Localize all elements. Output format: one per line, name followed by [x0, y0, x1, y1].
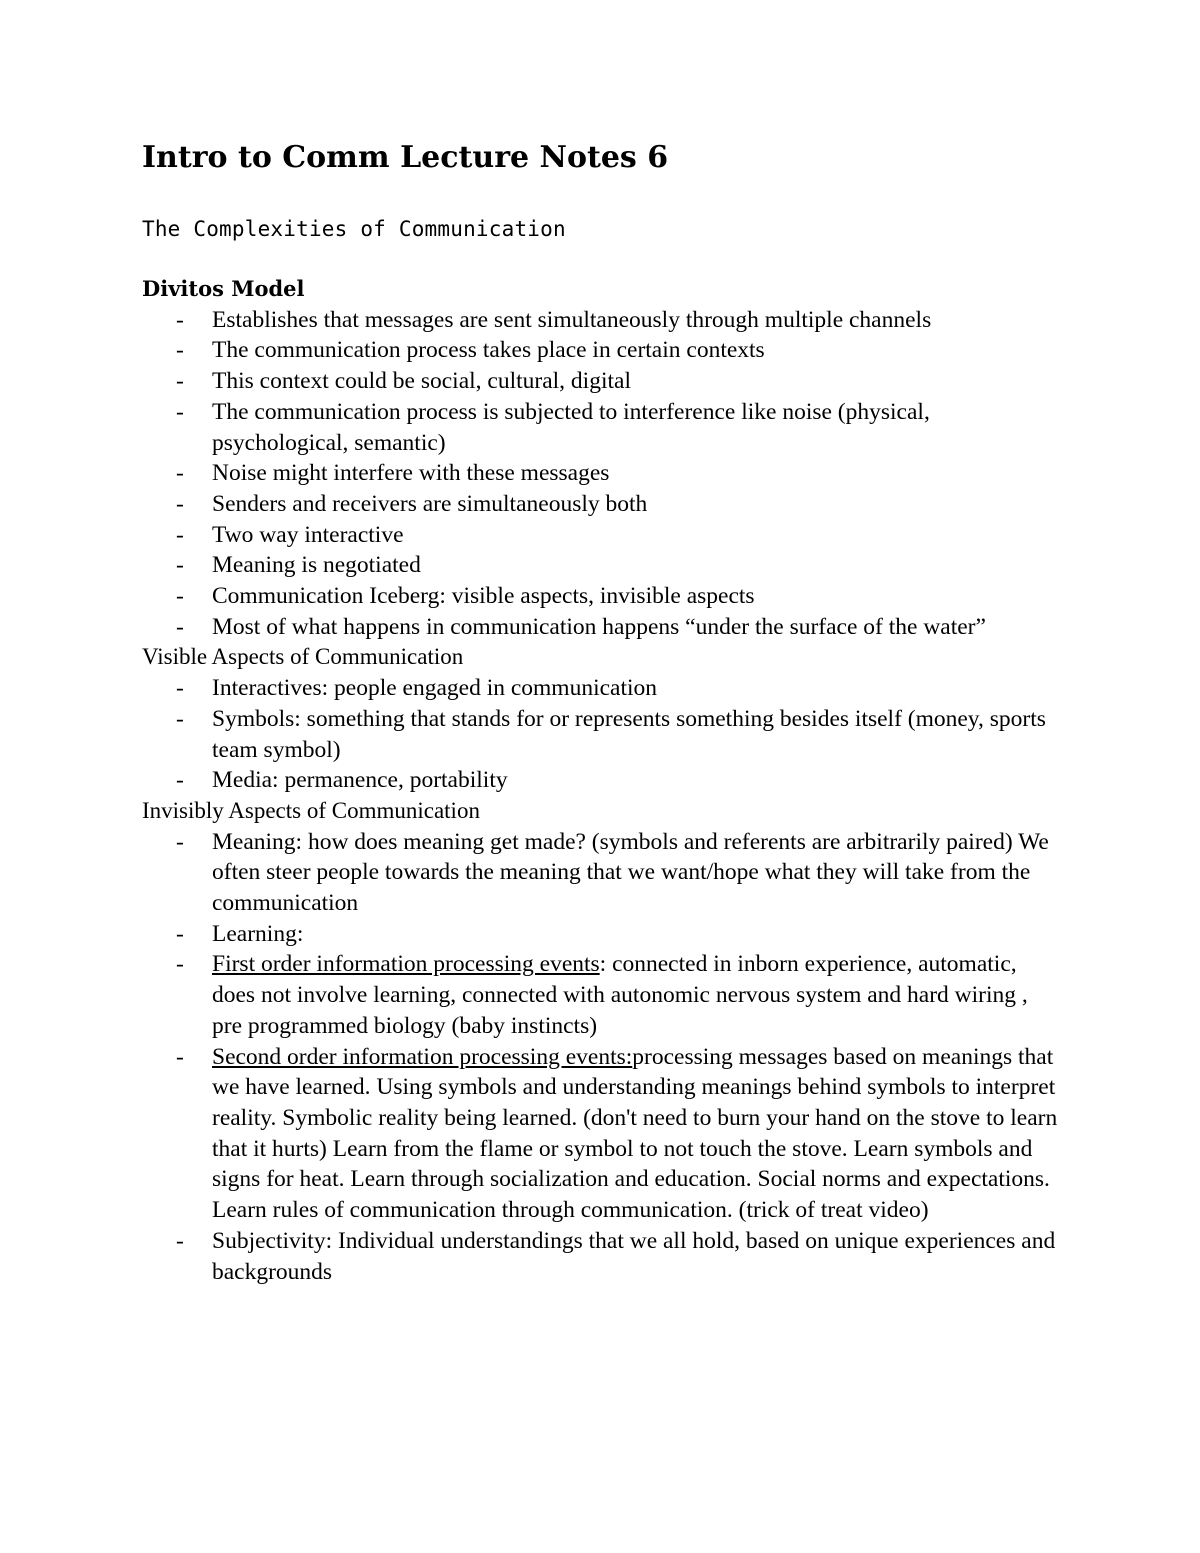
- bullet-item: [142, 335, 1102, 366]
- bullet-text: : connected in inborn experience, automatic, does not involve learning, connected with autonomic nervous system and hard wiring , pre programmed biology (baby instincts): [212, 951, 1028, 1039]
- bullet-text: The communication process takes place in certain contexts: [212, 337, 765, 364]
- bullet-text: Communication Iceberg: visible aspects, invisible aspects: [212, 583, 755, 610]
- dash-bullet-icon: -: [176, 460, 184, 487]
- bullet-item: [142, 489, 1102, 520]
- bullet-list: [142, 673, 1102, 796]
- bullet-item: [142, 612, 1102, 643]
- bullet-item: [142, 919, 1102, 950]
- notes-section: [142, 274, 1102, 642]
- bullet-item: [142, 673, 1102, 704]
- bullet-text: Subjectivity: Individual understandings that we all hold, based on unique experiences and backgrounds: [212, 1227, 1056, 1285]
- bullet-item: [142, 827, 1102, 919]
- section-heading: Divitos Model: [142, 276, 305, 301]
- notes-section: [142, 642, 1102, 796]
- dash-bullet-icon: -: [176, 705, 184, 732]
- document-title: Intro to Comm Lecture Notes 6: [142, 140, 669, 175]
- bullet-item: [142, 1042, 1102, 1226]
- dash-bullet-icon: -: [176, 828, 184, 855]
- bullet-text: Meaning is negotiated: [212, 552, 421, 579]
- document-page: [142, 138, 1102, 1287]
- bullet-list: [142, 827, 1102, 1288]
- bullet-item: [142, 397, 1102, 458]
- bullet-text: Interactives: people engaged in communication: [212, 675, 658, 702]
- dash-bullet-icon: -: [176, 398, 184, 425]
- bullet-text: Establishes that messages are sent simultaneously through multiple channels: [212, 306, 932, 333]
- bullet-text: Symbols: something that stands for or represents something besides itself (money, sports team symbol): [212, 705, 1046, 763]
- bullet-text: processing messages based on meanings that we have learned. Using symbols and understanding meanings behind symbols to interpret reality. Symbolic reality being learned. (don't need to burn your hand on the stove to learn that it hurts) Learn from the flame or symbol to not touch the stove. Learn symbols and signs for heat. Learn through socialization and education. Social norms and expectations. Learn rules of communication through communication. (trick of treat video): [212, 1043, 1058, 1224]
- bullet-item: [142, 765, 1102, 796]
- bullet-item: [142, 550, 1102, 581]
- bullet-item: [142, 305, 1102, 336]
- bullet-text: Meaning: how does meaning get made? (symbols and referents are arbitrarily paired) We often steer people towards the meaning that we want/hope what they will take from the communication: [212, 828, 1049, 917]
- section-heading: Visible Aspects of Communication: [142, 644, 464, 670]
- bullet-item: [142, 366, 1102, 397]
- dash-bullet-icon: -: [176, 521, 184, 548]
- dash-bullet-icon: -: [176, 1227, 184, 1254]
- dash-bullet-icon: -: [176, 337, 184, 364]
- dash-bullet-icon: -: [176, 583, 184, 610]
- bullet-text: Learning:: [212, 920, 304, 947]
- dash-bullet-icon: -: [176, 306, 184, 333]
- dash-bullet-icon: -: [176, 368, 184, 395]
- bullet-list: [142, 305, 1102, 643]
- dash-bullet-icon: -: [176, 951, 184, 978]
- bullet-text: Two way interactive: [212, 521, 404, 548]
- bullet-text: Most of what happens in communication happens “under the surface of the water”: [212, 613, 986, 640]
- bullet-item: [142, 704, 1102, 765]
- underlined-term: Second order information processing events:: [212, 1043, 633, 1070]
- bullet-text: Media: permanence, portability: [212, 767, 508, 794]
- bullet-item: [142, 458, 1102, 489]
- bullet-item: [142, 520, 1102, 551]
- bullet-text: Noise might interfere with these messages: [212, 460, 610, 487]
- dash-bullet-icon: -: [176, 490, 184, 517]
- document-subtitle: The Complexities of Communication: [142, 217, 566, 241]
- dash-bullet-icon: -: [176, 552, 184, 579]
- bullet-text: The communication process is subjected to interference like noise (physical, psychological, semantic): [212, 398, 930, 456]
- section-heading: Invisibly Aspects of Communication: [142, 797, 480, 823]
- notes-body: [142, 274, 1102, 1287]
- dash-bullet-icon: -: [176, 920, 184, 947]
- notes-section: [142, 796, 1102, 1287]
- bullet-text: This context could be social, cultural, digital: [212, 368, 631, 395]
- bullet-item: [142, 949, 1102, 1041]
- dash-bullet-icon: -: [176, 1043, 184, 1070]
- bullet-text: Senders and receivers are simultaneously both: [212, 490, 648, 517]
- dash-bullet-icon: -: [176, 767, 184, 794]
- bullet-item: [142, 1226, 1102, 1287]
- dash-bullet-icon: -: [176, 613, 184, 640]
- dash-bullet-icon: -: [176, 675, 184, 702]
- bullet-item: [142, 581, 1102, 612]
- underlined-term: First order information processing events: [212, 951, 600, 978]
